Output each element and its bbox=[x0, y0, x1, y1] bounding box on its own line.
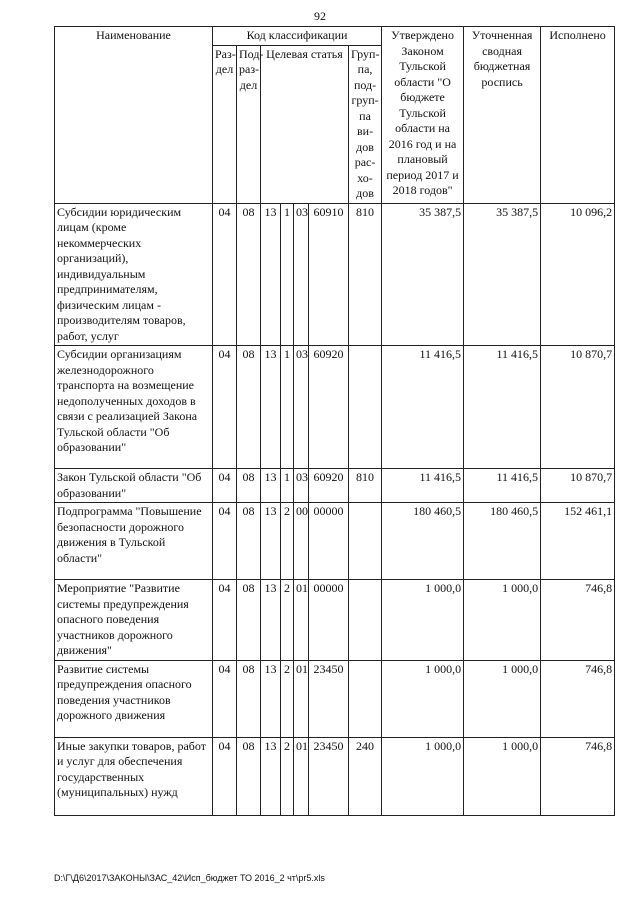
table-row bbox=[55, 469, 615, 503]
row-approved: 180 460,5 bbox=[382, 503, 464, 580]
row-name: Иные закупки товаров, работ и услуг для обеспечения государственных (муниципальных) нужд bbox=[55, 737, 213, 815]
row-group bbox=[349, 660, 382, 737]
row-target-3: 01 bbox=[294, 737, 309, 815]
table-row bbox=[55, 737, 615, 815]
row-podrazdel: 08 bbox=[237, 580, 261, 661]
row-target-3: 03 bbox=[294, 469, 309, 503]
row-target-2: 2 bbox=[281, 660, 294, 737]
header-name: Наименование bbox=[55, 27, 213, 204]
row-approved: 11 416,5 bbox=[382, 469, 464, 503]
row-target-3: 01 bbox=[294, 660, 309, 737]
row-target-1: 13 bbox=[261, 503, 281, 580]
row-target-4: 23450 bbox=[309, 660, 349, 737]
row-executed: 746,8 bbox=[541, 660, 615, 737]
table-row bbox=[55, 203, 615, 346]
row-executed: 10 870,7 bbox=[541, 346, 615, 469]
row-target-1: 13 bbox=[261, 660, 281, 737]
row-group bbox=[349, 580, 382, 661]
row-approved: 35 387,5 bbox=[382, 203, 464, 346]
row-target-4: 23450 bbox=[309, 737, 349, 815]
row-target-4: 00000 bbox=[309, 503, 349, 580]
header-group: Груп-па, под-груп-па ви-дов рас-хо-дов bbox=[349, 45, 382, 203]
row-refined: 1 000,0 bbox=[464, 660, 541, 737]
page-number: 92 bbox=[314, 9, 326, 23]
row-target-2: 1 bbox=[281, 469, 294, 503]
row-target-1: 13 bbox=[261, 346, 281, 469]
row-razdel: 04 bbox=[213, 737, 237, 815]
row-podrazdel: 08 bbox=[237, 469, 261, 503]
row-name: Мероприятие "Развитие системы предупреждения опасного поведения участников дорожного движения" bbox=[55, 580, 213, 661]
row-group bbox=[349, 503, 382, 580]
row-approved: 1 000,0 bbox=[382, 580, 464, 661]
row-podrazdel: 08 bbox=[237, 346, 261, 469]
header-executed: Исполнено bbox=[541, 27, 615, 204]
row-podrazdel: 08 bbox=[237, 503, 261, 580]
budget-table bbox=[54, 26, 615, 816]
row-executed: 746,8 bbox=[541, 737, 615, 815]
header-approved: Утверждено Законом Тульской области "О бюджете Тульской области на 2016 год и на плановый период 2017 и 2018 годов" bbox=[382, 27, 464, 204]
row-name: Субсидии юридическим лицам (кроме некоммерческих организаций), индивидуальным предпринимателям, физическим лицам - производителям товаров, работ, услуг bbox=[55, 203, 213, 346]
row-group bbox=[349, 346, 382, 469]
row-target-1: 13 bbox=[261, 737, 281, 815]
row-group: 240 bbox=[349, 737, 382, 815]
table-row bbox=[55, 660, 615, 737]
row-target-3: 03 bbox=[294, 346, 309, 469]
header-podrazdel: Под-раз-дел bbox=[237, 45, 261, 203]
row-name: Субсидии организациям железнодорожного транспорта на возмещение недополученных доходов в связи с реализацией Закона Тульской области "Об образовании" bbox=[55, 346, 213, 469]
row-refined: 11 416,5 bbox=[464, 469, 541, 503]
row-target-2: 2 bbox=[281, 580, 294, 661]
row-podrazdel: 08 bbox=[237, 660, 261, 737]
file-path-footer: D:\Г\Д6\2017\ЗАКОНЫ\ЗАС_42\Исп_бюджет ТО 2016_2 чт\pr5.xls bbox=[54, 873, 325, 883]
header-refined: Уточненная сводная бюджетная роспись bbox=[464, 27, 541, 204]
row-podrazdel: 08 bbox=[237, 203, 261, 346]
row-target-2: 1 bbox=[281, 346, 294, 469]
row-approved: 11 416,5 bbox=[382, 346, 464, 469]
row-group: 810 bbox=[349, 203, 382, 346]
row-target-2: 1 bbox=[281, 203, 294, 346]
row-target-4: 00000 bbox=[309, 580, 349, 661]
row-razdel: 04 bbox=[213, 660, 237, 737]
row-target-1: 13 bbox=[261, 203, 281, 346]
row-refined: 11 416,5 bbox=[464, 346, 541, 469]
row-refined: 1 000,0 bbox=[464, 580, 541, 661]
row-target-2: 2 bbox=[281, 503, 294, 580]
row-name: Развитие системы предупреждения опасного поведения участников дорожного движения bbox=[55, 660, 213, 737]
row-name: Закон Тульской области "Об образовании" bbox=[55, 469, 213, 503]
row-refined: 1 000,0 bbox=[464, 737, 541, 815]
row-target-3: 03 bbox=[294, 203, 309, 346]
row-razdel: 04 bbox=[213, 469, 237, 503]
row-group: 810 bbox=[349, 469, 382, 503]
table-row bbox=[55, 346, 615, 469]
row-razdel: 04 bbox=[213, 580, 237, 661]
table-row bbox=[55, 580, 615, 661]
row-target-1: 13 bbox=[261, 469, 281, 503]
row-executed: 152 461,1 bbox=[541, 503, 615, 580]
row-target-2: 2 bbox=[281, 737, 294, 815]
row-refined: 35 387,5 bbox=[464, 203, 541, 346]
row-target-4: 60920 bbox=[309, 469, 349, 503]
row-target-3: 00 bbox=[294, 503, 309, 580]
header-razdel: Раз-дел bbox=[213, 45, 237, 203]
row-target-4: 60910 bbox=[309, 203, 349, 346]
row-target-4: 60920 bbox=[309, 346, 349, 469]
row-refined: 180 460,5 bbox=[464, 503, 541, 580]
row-razdel: 04 bbox=[213, 503, 237, 580]
row-executed: 10 870,7 bbox=[541, 469, 615, 503]
row-razdel: 04 bbox=[213, 203, 237, 346]
row-name: Подпрограмма "Повышение безопасности дорожного движения в Тульской области" bbox=[55, 503, 213, 580]
row-executed: 10 096,2 bbox=[541, 203, 615, 346]
row-executed: 746,8 bbox=[541, 580, 615, 661]
row-approved: 1 000,0 bbox=[382, 660, 464, 737]
row-approved: 1 000,0 bbox=[382, 737, 464, 815]
table-row bbox=[55, 503, 615, 580]
header-classification: Код классификации bbox=[213, 27, 382, 46]
row-podrazdel: 08 bbox=[237, 737, 261, 815]
header-target: Целевая статья bbox=[261, 45, 349, 203]
row-target-3: 01 bbox=[294, 580, 309, 661]
row-razdel: 04 bbox=[213, 346, 237, 469]
row-target-1: 13 bbox=[261, 580, 281, 661]
